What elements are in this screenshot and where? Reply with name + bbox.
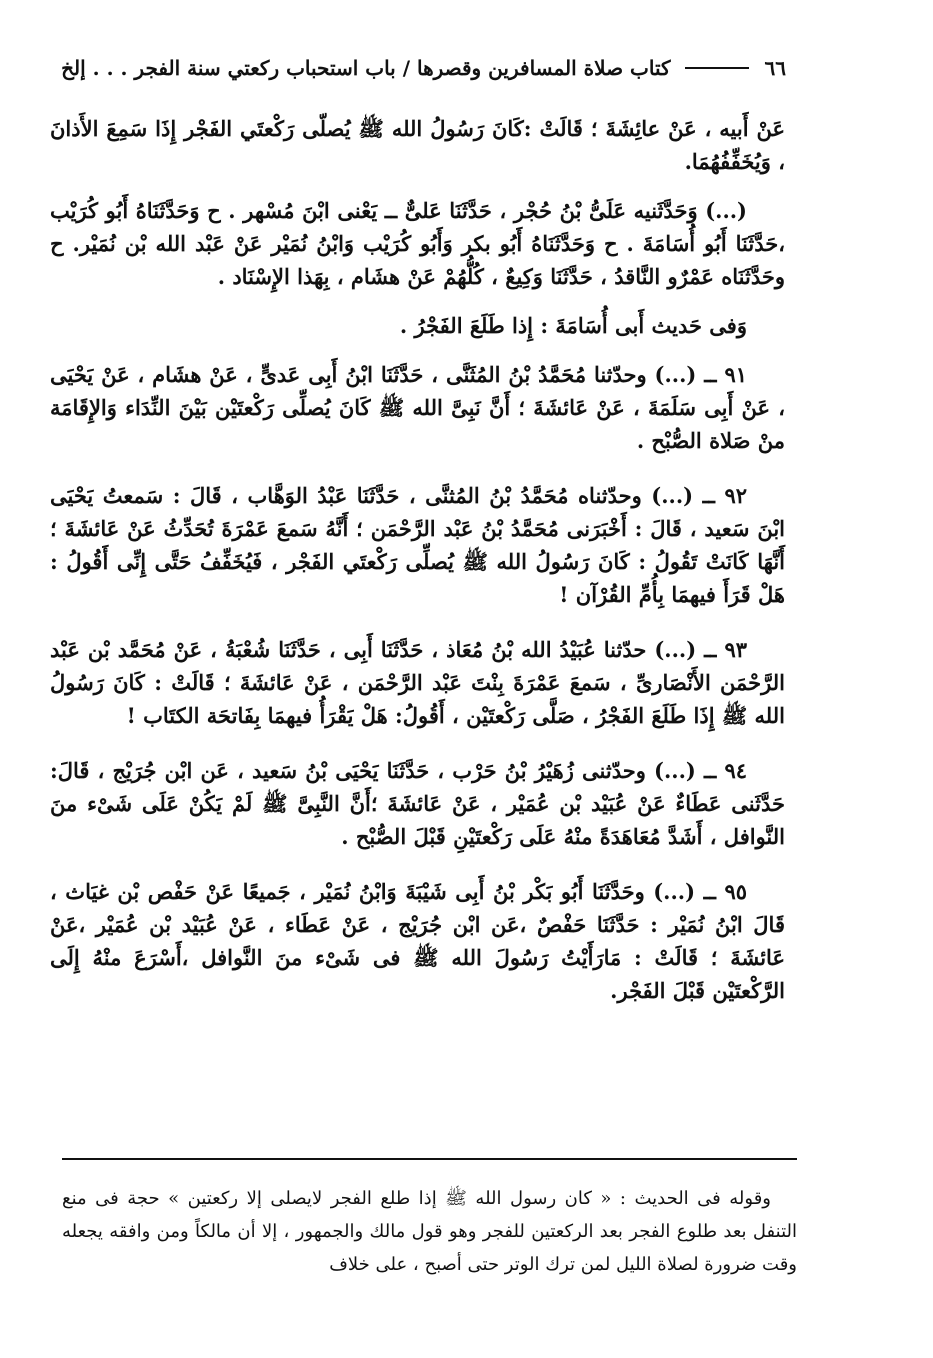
page-number: ٦٦ bbox=[764, 56, 786, 80]
footnote-text: وقوله فى الحديث : « كان رسول الله ﷺ إذا طلع الفجر لايصلى إلا ركعتين » حجة فى منع التنفل بعد طلوع الفجر بعد الركعتين للفجر وهو قول مالك والجمهور ، إلا أن مالكاً ومن وافقه يجعله وقت ضرورة لصلاة الليل لمن ترك الوتر حتى أصبح ، على خلاف bbox=[62, 1188, 797, 1275]
hadith-95: ٩٥ ــ (...) وحَدَّثَنَا أَبُو بَكْر بْنُ أَبِى شَيْبَةَ وَابْنُ نُمَيْر ، جَميعًا عَنْ حَفْص بْن غيَاث ، قَالَ ابْنُ نُمَيْر : حَدَّثَنَا حَفْصٌ ،عَن ابْن جُرَيْج ، عَنْ عَطَاء ، عَنْ عُبَيْد بْن عُمَيْر ،عَنْ عَائشَةَ ؛ قَالَتْ : مَارَأَيْتُ رَسُولَ الله ﷺ فى شَىْء منَ النَّوافل ،أَسْرَعَ منْهُ إِلَى الرَّكْعتَيْن قَبْلَ الفَجْر. bbox=[50, 879, 785, 1003]
running-title: كتاب صلاة المسافرين وقصرها / باب استحباب ركعتي سنة الفجر . . . إلخ bbox=[61, 56, 671, 80]
paragraph-note: وَفى حَديث أَبى أُسَامَةَ : إِذا طَلَعَ الفَجْرُ . bbox=[399, 313, 747, 338]
paragraph-continuation: عَنْ أَبيه ، عَنْ عائِشَةَ ؛ قَالَتْ :كَانَ رَسُولُ الله ﷺ يُصلّى رَكْعتَي الفَجْر إِذَا سَمِعَ الأَذانَ ، وَيُخَفِّفُهُمَا. bbox=[50, 116, 785, 174]
paragraph-isnad: (...) وَحَدَّثَنيه عَلَىُّ بْنُ حُجْر ، حَدَّثَنَا عَلىٌّ ــ يَعْنى ابْنَ مُسْهر . ح وَحَدَّثَنَاهُ أَبُو كُرَيْب ،حَدَّثَنَا أَبُو أُسَامَةَ . ح وَحَدَّثَنَاهُ أَبُو بكر وَأَبُو كُرَيْب وَابْنُ نُمَيْر عَنْ عَبْد الله بْن نُمَيْر. ح وحَدَّثَنَاه عَمْرٌو النَّاقدُ ، حَدَّثَنَا وَكِيعٌ ، كُلُّهُمْ عَنْ هشَام ، بِهَذا الإِسْنَاد . bbox=[50, 198, 785, 289]
main-text bbox=[50, 112, 785, 1029]
hadith-92: ٩٢ ــ (...) وحدّثناه مُحَمَّدُ بْنُ المُثنَّى ، حَدَّثَنَا عَبْدُ الوَهَّاب ، قَالَ : سَمعتُ يَحْيَى ابْنَ سَعيد ، قَالَ : أَخْبَرَنى مُحَمَّدُ بْنُ عَبْد الرَّحْمَن ؛ أَنَّهُ سَمعَ عَمْرَةَ تُحَدِّثُ عَنْ عَائشَةَ ؛ أَنَّهَا كَانَتْ تَقُولُ : كَانَ رَسُولُ الله ﷺ يُصلِّى رَكْعتَي الفَجْر ، فَيُخَفِّفُ حَتَّى إِنِّى أَقُولُ : هَلْ قَرَأَ فيهمَا بِأُمِّ القُرْآن ! bbox=[50, 483, 785, 607]
footnote-divider bbox=[62, 1158, 797, 1160]
page-header bbox=[36, 50, 786, 86]
hadith-94: ٩٤ ــ (...) وحدّثنى زُهَيْرُ بْنُ حَرْب ، حَدَّثَنَا يَحْيَى بْنُ سَعيد ، عَن ابْن جُرَيْج ، قَالَ: حَدَّثَنى عَطَاءٌ عَنْ عُبَيْد بْن عُمَيْر ، عَنْ عَائشَةَ ؛أَنَّ النَّبِىَّ ﷺ لَمْ يَكُنْ عَلَى شَىْء منَ النَّوافل ، أَشَدَّ مُعَاهَدَةً منْهُ عَلَى رَكْعتَيْنِ قَبْلَ الصُّبْح . bbox=[50, 758, 785, 849]
hadith-91: ٩١ ــ (...) وحدّثنا مُحَمَّدُ بْنُ المُثَنَّى ، حَدَّثَنَا ابْنُ أَبِى عَدىٍّ ، عَنْ هشَام ، عَنْ يَحْيَى ، عَنْ أَبِى سَلَمَةَ ، عَنْ عَائشَةَ ؛ أَنَّ نَبِىَّ الله ﷺ كَانَ يُصلِّى رَكْعتَيْن بَيْنَ النِّدَاء وَالإِقَامَة منْ صَلاة الصُّبْح . bbox=[50, 362, 785, 453]
header-rule bbox=[685, 67, 749, 69]
hadith-93: ٩٣ ــ (...) حدّثنا عُبَيْدُ الله بْنُ مُعَاذ ، حَدَّثَنَا أَبِى ، حَدَّثَنَا شُعْبَةُ ، عَنْ مُحَمَّد بْن عَبْد الرَّحْمَن الأَنْصَارىِّ ، سَمعَ عَمْرَةَ بِنْتَ عَبْد الرَّحْمَن ، عَنْ عَائشَةَ ؛ قَالَتْ : كَانَ رَسُولُ الله ﷺ إِذَا طَلَعَ الفَجْرُ ، صَلَّى رَكْعتَيْن ، أَقُولُ: هَلْ يَقْرَأُ فيهمَا بِفَاتحَة الكتَاب ! bbox=[50, 637, 785, 728]
footnote bbox=[62, 1182, 797, 1281]
